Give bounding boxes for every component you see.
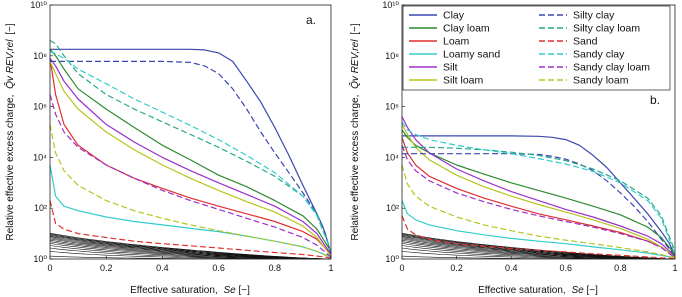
x-tick-label: 0: [47, 263, 53, 273]
legend-label: Silty clay loam: [573, 22, 641, 35]
y-axis-symbol: Q̂v REV,rel: [350, 39, 361, 89]
y-tick-label: 10⁸: [33, 50, 47, 61]
x-axis-label-text: Effective saturation,: [130, 285, 218, 296]
y-axis-label: [347, 23, 361, 240]
chart-panel-b: [347, 0, 677, 296]
legend-label: Clay loam: [443, 22, 490, 35]
series-line-clay: [50, 49, 331, 254]
x-axis-label-text: Effective saturation,: [478, 285, 566, 296]
y-axis-unit: [−]: [350, 23, 361, 35]
legend-label: Silt loam: [443, 74, 484, 87]
legend-label: Silty clay: [573, 9, 615, 22]
x-tick-label: 0.6: [559, 263, 573, 273]
x-tick-label: 0.2: [450, 263, 463, 273]
x-axis-unit: [−]: [238, 285, 250, 296]
x-axis-label: [478, 285, 598, 296]
dense-black-curves: [50, 233, 331, 259]
y-axis-symbol: Q̂v REV,rel: [5, 39, 16, 89]
legend-label: Sand: [573, 35, 598, 48]
legend-label: Loam: [443, 35, 470, 48]
chart-panel-a: [2, 0, 333, 296]
x-axis-unit: [−]: [586, 285, 598, 296]
x-tick-label: 0.4: [504, 263, 518, 273]
y-axis-label: [2, 23, 16, 240]
y-tick-label: 10¹⁰: [30, 0, 47, 10]
series-line-sand: [50, 201, 331, 258]
x-tick-label: 1: [328, 263, 334, 273]
series-line-silt: [402, 117, 675, 256]
y-tick-label: 10²: [33, 203, 47, 214]
y-tick-label: 10⁸: [385, 50, 399, 61]
series-line-sandy-clay: [50, 51, 331, 251]
y-axis-label-text: Relative effective excess charge,: [350, 94, 361, 241]
plot-frame: [50, 5, 331, 259]
series-lines: [50, 41, 331, 258]
series-line-clay-loam: [50, 49, 331, 251]
x-tick-label: 0.2: [99, 263, 113, 273]
legend-label: Loamy sand: [443, 48, 501, 61]
y-tick-label: 10⁶: [385, 101, 399, 112]
legend-label: Clay: [443, 9, 465, 22]
x-axis-symbol: Se: [223, 285, 236, 296]
y-tick-label: 10²: [385, 203, 399, 214]
x-tick-label: 0: [399, 263, 405, 273]
y-tick-label: 10⁴: [33, 152, 47, 163]
x-tick-label: 0.8: [268, 263, 282, 273]
legend: [403, 6, 670, 90]
series-line-sandy-loam: [50, 124, 331, 258]
series-line-silty-clay: [50, 61, 331, 254]
legend-label: Sandy loam: [573, 74, 629, 87]
series-line-silty-clay-loam: [50, 41, 331, 252]
series-line-sandy-clay: [402, 122, 675, 255]
y-tick-label: 10⁶: [33, 101, 47, 112]
y-tick-label: 10⁰: [385, 254, 399, 264]
series-lines: [402, 117, 675, 259]
x-axis-symbol: Se: [571, 285, 584, 296]
series-line-sandy-clay-loam: [50, 95, 331, 258]
y-axis-label-text: Relative effective excess charge,: [5, 94, 16, 241]
x-tick-label: 0.6: [212, 263, 225, 273]
y-tick-label: 10¹⁰: [382, 0, 399, 10]
x-tick-label: 1: [672, 263, 678, 273]
x-axis-label: [130, 285, 250, 296]
x-tick-label: 0.8: [614, 263, 627, 273]
legend-label: Sandy clay loam: [573, 61, 651, 74]
x-tick-label: 0.4: [156, 263, 169, 273]
panel-label: b.: [650, 93, 661, 107]
legend-label: Sandy clay: [573, 48, 625, 61]
panel-label: a.: [306, 13, 317, 27]
y-tick-label: 10⁰: [33, 254, 47, 264]
legend-label: Silt: [443, 61, 458, 74]
y-tick-label: 10⁴: [385, 152, 399, 163]
y-axis-unit: [−]: [5, 23, 16, 35]
